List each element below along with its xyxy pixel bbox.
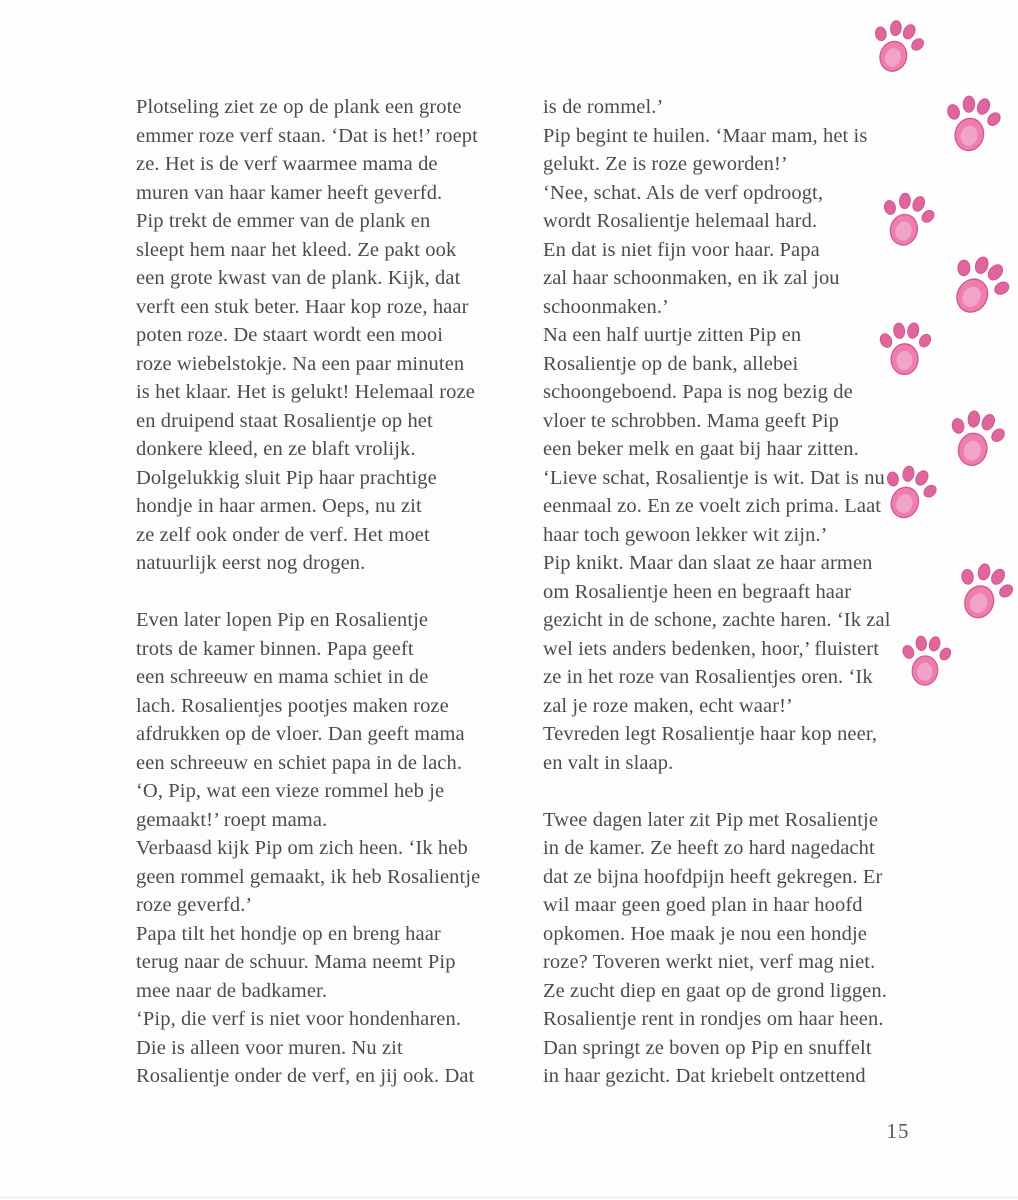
text-line: terug naar de schuur. Mama neemt Pip bbox=[136, 951, 456, 973]
text-line: En dat is niet fijn voor haar. Papa bbox=[543, 238, 820, 261]
text-line: vloer te schrobben. Mama geeft Pip bbox=[543, 409, 840, 432]
text-line: poten roze. De staart wordt een mooi bbox=[136, 324, 444, 346]
text-line: Twee dagen later zit Pip met Rosalientje bbox=[543, 808, 879, 831]
text-line: ‘Pip, die verf is niet voor hondenharen. bbox=[136, 1008, 462, 1030]
text-line: wil maar geen goed plan in haar hoofd bbox=[543, 894, 863, 916]
text-line: Dolgelukkig sluit Pip haar prachtige bbox=[136, 466, 437, 489]
text-line: wordt Rosalientje helemaal hard. bbox=[543, 210, 818, 232]
text-line: ‘Lieve schat, Rosalientje is wit. Dat is nu bbox=[543, 466, 885, 489]
paragraph bbox=[543, 93, 928, 777]
text-line: Rosalientje op de bank, allebei bbox=[543, 352, 799, 375]
text-line: ‘O, Pip, wat een vieze rommel heb je bbox=[136, 780, 445, 802]
text-line: zal je roze maken, echt waar!’ bbox=[543, 694, 793, 717]
text-line: hondje in haar armen. Oeps, nu zit bbox=[136, 495, 422, 517]
text-line: Papa tilt het hondje op en breng haar bbox=[136, 922, 441, 945]
text-line: sleept hem naar het kleed. Ze pakt ook bbox=[136, 238, 457, 261]
text-line: Na een half uurtje zitten Pip en bbox=[543, 324, 802, 346]
text-column-left bbox=[136, 93, 516, 1091]
text-line: wel iets anders bedenken, hoor,’ fluistert bbox=[543, 637, 880, 660]
paw-print-icon bbox=[857, 5, 936, 84]
text-line: Tevreden legt Rosalientje haar kop neer, bbox=[543, 723, 878, 745]
paragraph bbox=[136, 606, 516, 1091]
text-line: zal haar schoonmaken, en ik zal jou bbox=[543, 267, 840, 289]
text-line: ze. Het is de verf waarmee mama de bbox=[136, 153, 438, 175]
text-line: Rosalientje rent in rondjes om haar heen. bbox=[543, 1008, 884, 1030]
paw-print-icon bbox=[935, 396, 1017, 478]
text-line: is de rommel.’ bbox=[543, 96, 664, 118]
text-line: Ze zucht diep en gaat op de grond liggen. bbox=[543, 979, 887, 1002]
text-line: Pip knikt. Maar dan slaat ze haar armen bbox=[543, 552, 873, 574]
paw-print-icon bbox=[940, 546, 1018, 633]
text-line: en druipend staat Rosalientje op het bbox=[136, 409, 433, 432]
text-line: gelukt. Ze is roze geworden!’ bbox=[543, 153, 788, 175]
text-line: een schreeuw en schiet papa in de lach. bbox=[136, 751, 463, 774]
text-line: schoonmaken.’ bbox=[543, 295, 669, 318]
text-line: natuurlijk eerst nog drogen. bbox=[136, 552, 366, 574]
text-line: dat ze bijna hoofdpijn heeft gekregen. Er bbox=[543, 865, 883, 888]
text-line: geen rommel gemaakt, ik heb Rosalientje bbox=[136, 865, 481, 888]
text-line: gemaakt!’ roept mama. bbox=[136, 808, 328, 831]
text-line: Dan springt ze boven op Pip en snuffelt bbox=[543, 1036, 872, 1059]
text-line: schoongeboend. Papa is nog bezig de bbox=[543, 381, 853, 403]
text-line: roze? Toveren werkt niet, verf mag niet. bbox=[543, 951, 876, 973]
text-line: een beker melk en gaat bij haar zitten. bbox=[543, 438, 859, 460]
text-line: trots de kamer binnen. Papa geeft bbox=[136, 637, 414, 660]
text-line: in de kamer. Ze heeft zo hard nagedacht bbox=[543, 837, 875, 859]
text-line: donkere kleed, en ze blaft vrolijk. bbox=[136, 438, 416, 460]
text-line: en valt in slaap. bbox=[543, 751, 674, 774]
text-line: een grote kwast van de plank. Kijk, dat bbox=[136, 267, 461, 289]
paw-print-icon bbox=[932, 82, 1012, 162]
text-line: lach. Rosalientjes pootjes maken roze bbox=[136, 694, 449, 717]
text-line: in haar gezicht. Dat kriebelt ontzettend bbox=[543, 1065, 866, 1087]
paragraph bbox=[136, 93, 516, 578]
text-line: Plotseling ziet ze op de plank een grote bbox=[136, 96, 462, 118]
text-line: ‘Nee, schat. Als de verf opdroogt, bbox=[543, 181, 824, 204]
text-line: Die is alleen voor muren. Nu zit bbox=[136, 1036, 403, 1059]
text-line: roze geverfd.’ bbox=[136, 894, 253, 916]
text-line: mee naar de badkamer. bbox=[136, 979, 328, 1002]
text-line: eenmaal zo. En ze voelt zich prima. Laat bbox=[543, 495, 882, 517]
text-line: Even later lopen Pip en Rosalientje bbox=[136, 609, 429, 631]
page-number: 15 bbox=[886, 1119, 910, 1143]
paw-print-icon bbox=[931, 236, 1018, 332]
text-line: om Rosalientje heen en begraaft haar bbox=[543, 580, 852, 603]
text-line: ze zelf ook onder de verf. Het moet bbox=[136, 523, 430, 546]
text-line: muren van haar kamer heeft geverfd. bbox=[136, 181, 443, 204]
text-line: haar toch gewoon lekker wit zijn.’ bbox=[543, 523, 828, 546]
text-line: verft een stuk beter. Haar kop roze, haar bbox=[136, 295, 469, 318]
text-line: een schreeuw en mama schiet in de bbox=[136, 666, 429, 688]
text-line: afdrukken op de vloer. Dan geeft mama bbox=[136, 723, 465, 745]
paragraph bbox=[543, 806, 928, 1091]
text-column-right bbox=[543, 93, 928, 1091]
text-line: Pip begint te huilen. ‘Maar mam, het is bbox=[543, 124, 868, 147]
text-line: opkomen. Hoe maak je nou een hondje bbox=[543, 922, 868, 945]
text-line: roze wiebelstokje. Na een paar minuten bbox=[136, 352, 465, 375]
text-line: ze in het roze van Rosalientjes oren. ‘Ik bbox=[543, 666, 873, 688]
text-line: emmer roze verf staan. ‘Dat is het!’ roept bbox=[136, 124, 478, 147]
text-line: Rosalientje onder de verf, en jij ook. Dat bbox=[136, 1065, 475, 1087]
text-line: is het klaar. Het is gelukt! Helemaal roze bbox=[136, 381, 475, 403]
scan-edge bbox=[0, 1197, 1018, 1198]
text-line: gezicht in de schone, zachte haren. ‘Ik zal bbox=[543, 609, 891, 631]
text-line: Pip trekt de emmer van de plank en bbox=[136, 210, 431, 232]
text-line: Verbaasd kijk Pip om zich heen. ‘Ik heb bbox=[136, 837, 468, 859]
